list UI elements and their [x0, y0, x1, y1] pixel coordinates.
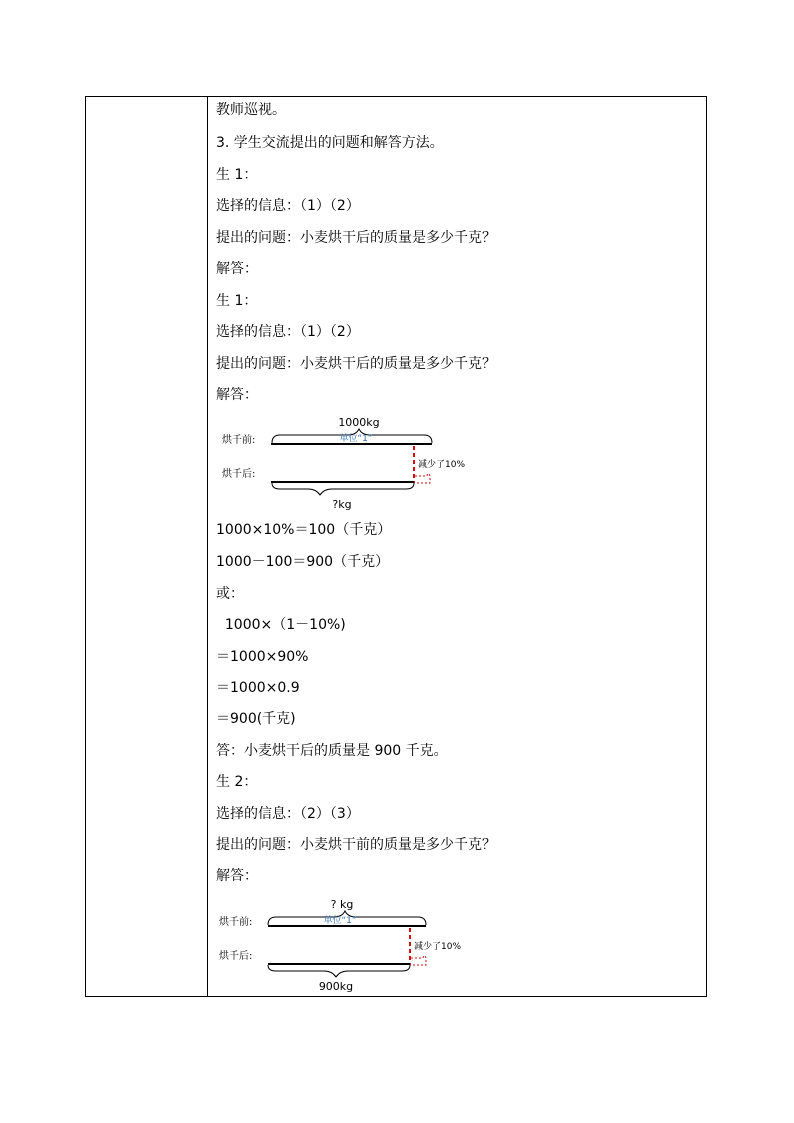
text-line: 解答： [216, 387, 258, 403]
reduction-bracket [411, 956, 426, 966]
text-line: 教师巡视。 [216, 102, 286, 118]
text-line: 或： [216, 586, 244, 602]
text-line: 1000－100＝900（千克） [216, 554, 390, 570]
text-line: 提出的问题：小麦烘干后的质量是多少千克？ [216, 230, 496, 246]
reduction-bracket [415, 474, 430, 484]
text-line: 选择的信息：（1）（2） [216, 198, 360, 214]
row-after-label: 烘千后: [219, 951, 253, 962]
line-diagram-1 [216, 413, 496, 513]
row-before-label: 烘千前: [222, 435, 256, 446]
unit-one-label: 单位“1” [323, 916, 357, 926]
text-line: 提出的问题：小麦烘干后的质量是多少千克？ [216, 356, 496, 372]
text-line: 选择的信息：（1）（2） [216, 324, 360, 340]
row-after-label: 烘千后: [222, 469, 256, 480]
row-before-label: 烘千前: [219, 917, 253, 928]
reduction-label: 减少了10% [418, 460, 466, 470]
text-line: 生 1： [216, 293, 258, 309]
diagram-top-label: ? kg [330, 898, 354, 911]
diagram-top-label: 1000kg [338, 416, 380, 429]
text-line: 答：小麦烘干后的质量是 900 千克。 [216, 743, 448, 759]
text-line: 解答： [216, 868, 258, 884]
text-line: 提出的问题：小麦烘干前的质量是多少千克？ [216, 837, 496, 853]
text-line: 生 2： [216, 774, 258, 790]
bottom-brace [268, 965, 410, 977]
diagram-bottom-label: 900kg [318, 980, 354, 993]
line-diagram-2 [216, 895, 496, 995]
text-line: 解答： [216, 261, 258, 277]
text-line: ＝1000×90% [216, 649, 309, 665]
text-line: 生 1： [216, 167, 258, 183]
text-line: 选择的信息：（2）（3） [216, 806, 360, 822]
text-line: 1000×（1－10%) [216, 617, 346, 633]
unit-one-label: 单位“1” [339, 434, 373, 444]
text-line: ＝900(千克) [216, 711, 296, 727]
text-line: 1000×10%＝100（千克） [216, 522, 392, 538]
text-line: 3. 学生交流提出的问题和解答方法。 [216, 135, 444, 151]
column-divider [207, 96, 208, 997]
diagram-bottom-label: ?kg [332, 498, 352, 511]
text-line: ＝1000×0.9 [216, 680, 300, 696]
reduction-label: 减少了10% [414, 942, 462, 952]
bottom-brace [272, 483, 414, 495]
